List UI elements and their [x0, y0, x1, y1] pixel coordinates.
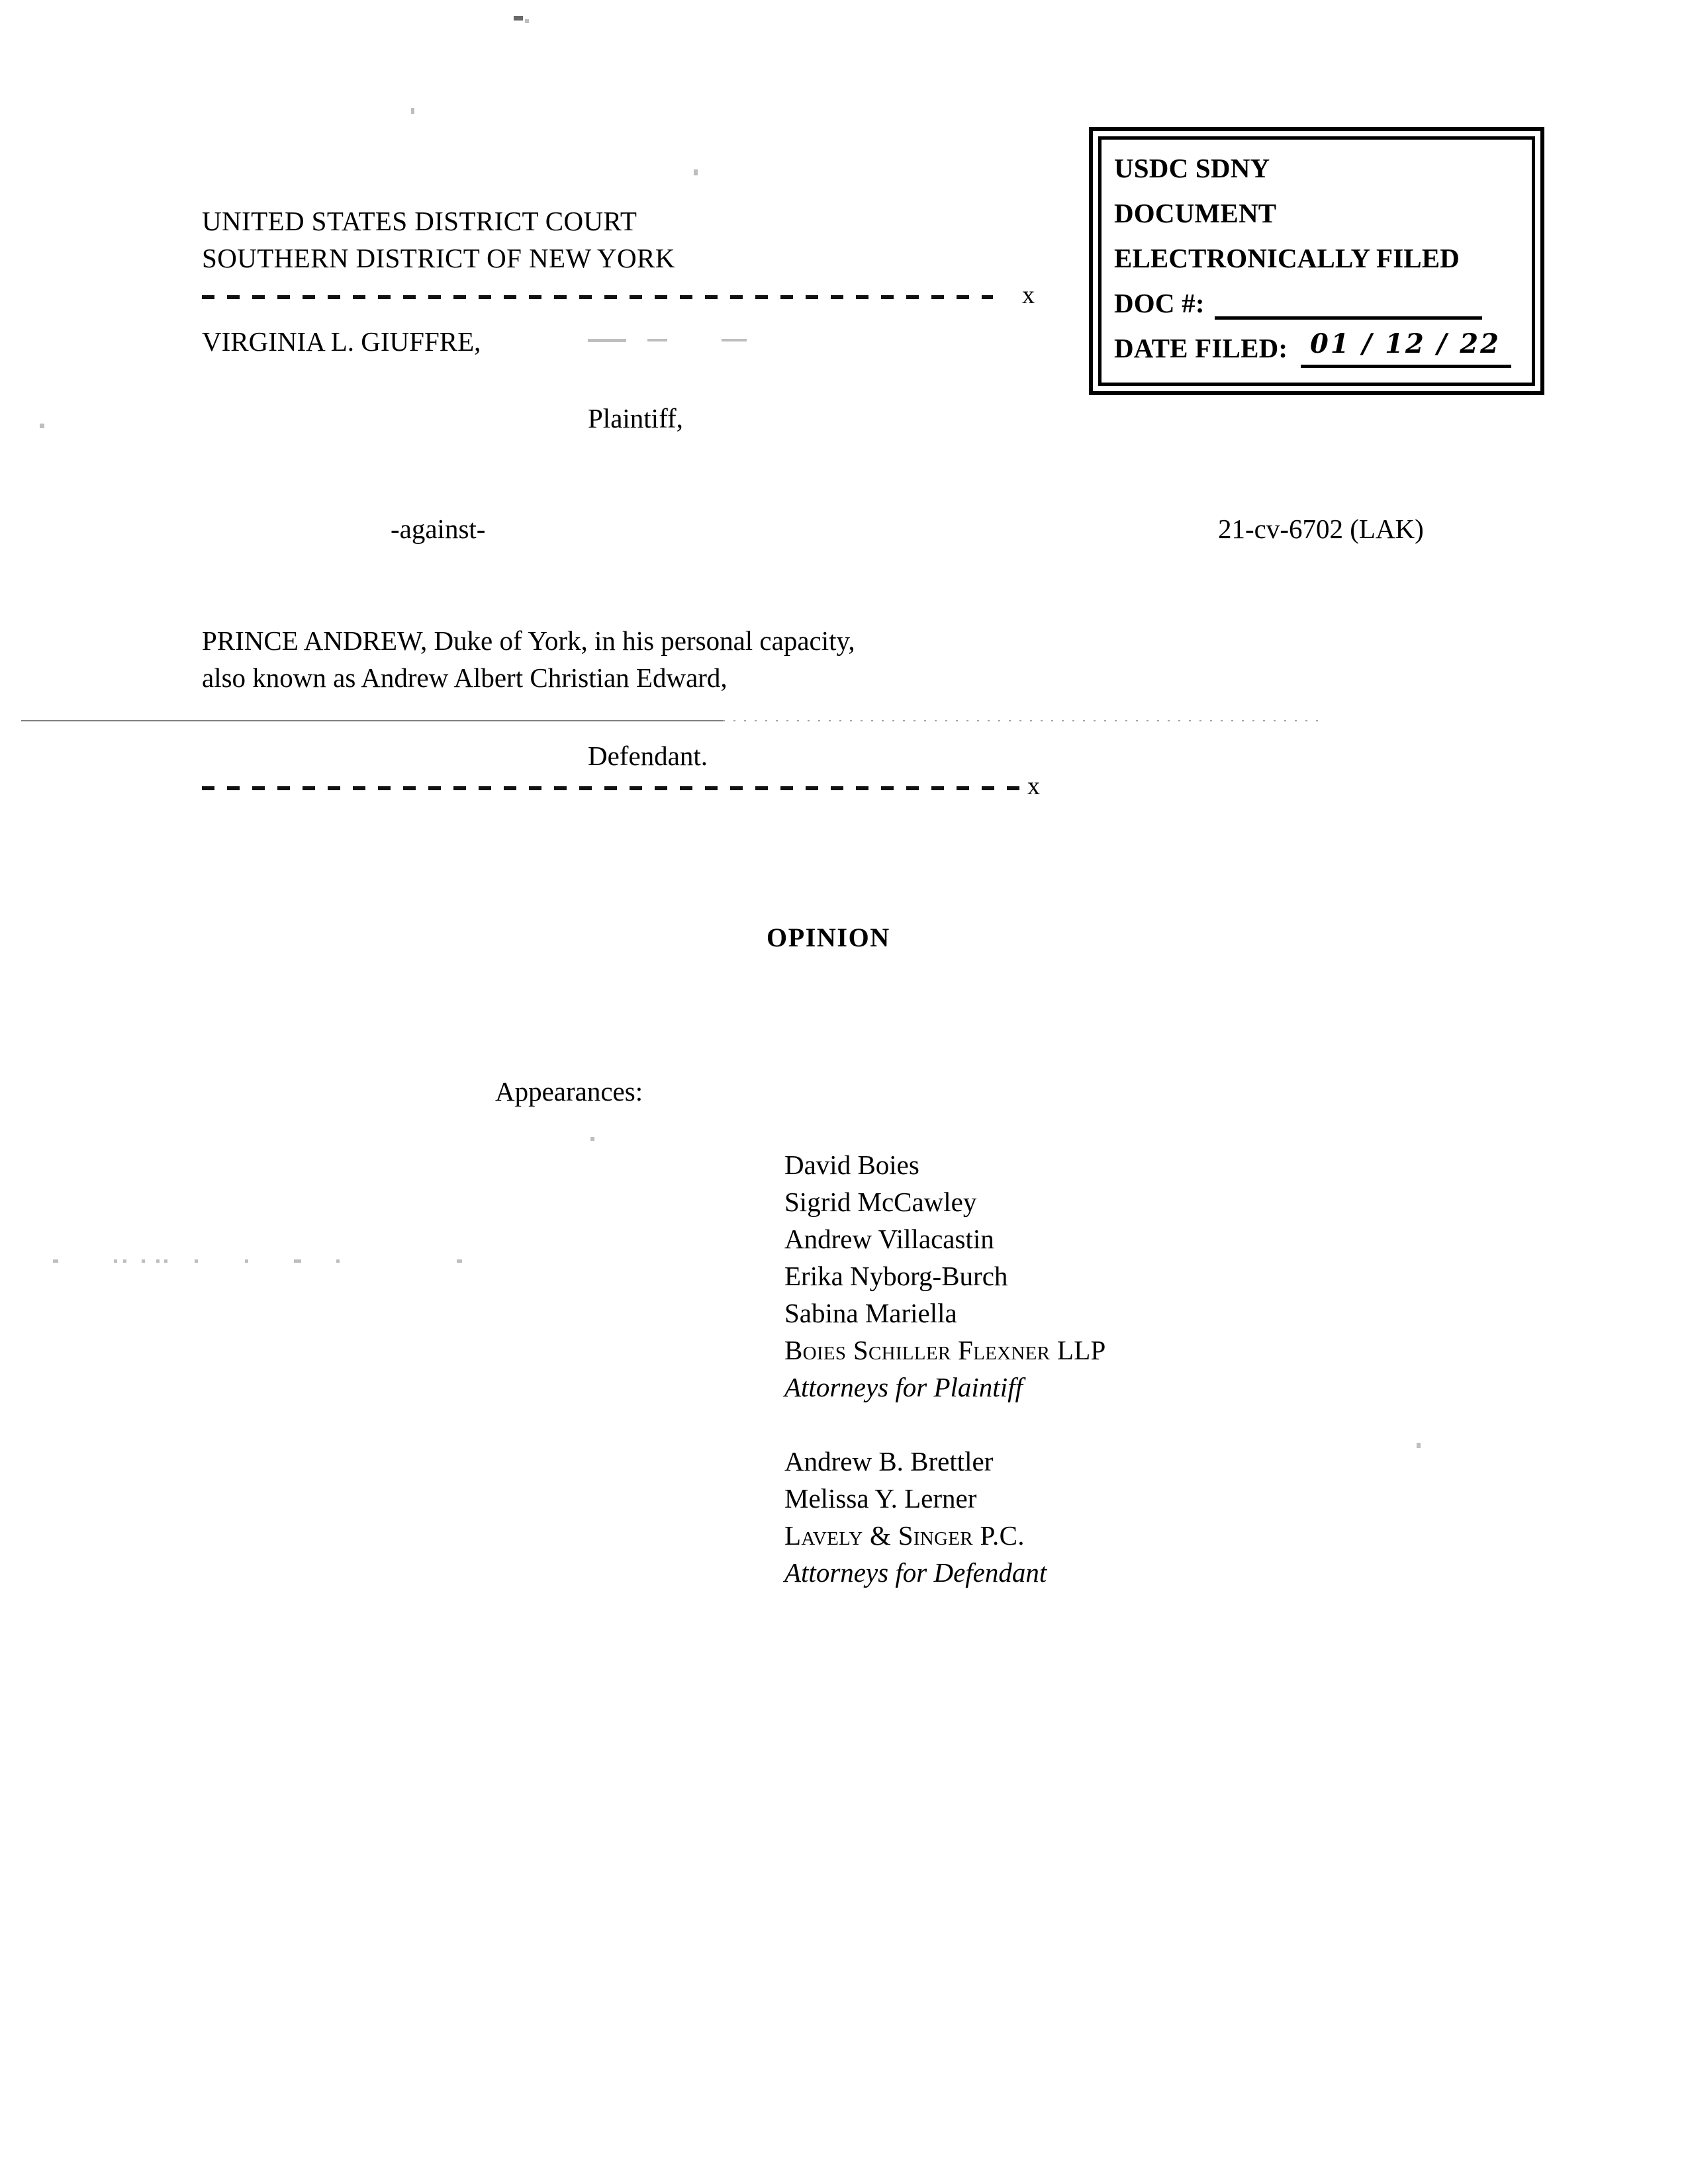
plaintiff-name: VIRGINIA L. GIUFFRE,: [202, 326, 481, 357]
case-number: 21-cv-6702 (LAK): [1218, 514, 1424, 544]
scan-speck: [336, 1259, 340, 1263]
stamp-date-filed-value: 01 / 12 / 22: [1310, 328, 1501, 359]
stamp-electronically-filed-label: ELECTRONICALLY FILED: [1114, 243, 1460, 273]
scan-speck: [53, 1259, 58, 1263]
scan-speck: [694, 169, 698, 175]
scan-artifact-line: [21, 720, 723, 721]
court-name-line-2: SOUTHERN DISTRICT OF NEW YORK: [202, 243, 675, 273]
attorney-name: David Boies: [784, 1150, 919, 1180]
attorney-name: Erika Nyborg-Burch: [784, 1261, 1008, 1291]
attorney-role: Attorneys for Defendant: [784, 1557, 1047, 1588]
stamp-date-filed-row: [1114, 326, 1531, 371]
scan-speck: [457, 1259, 462, 1263]
caption-end-marker-bottom: x: [1027, 772, 1040, 800]
attorney-name: Melissa Y. Lerner: [784, 1483, 977, 1514]
stamp-court-label: USDC SDNY: [1114, 153, 1270, 183]
defendant-name-line-2: also known as Andrew Albert Christian Edward,: [202, 662, 727, 693]
scan-speck: [294, 1259, 301, 1263]
stamp-date-filed-label: DATE FILED:: [1114, 333, 1288, 363]
scan-speck: [195, 1259, 198, 1263]
appearances-label: Appearances:: [495, 1076, 643, 1107]
caption-rule-top: [202, 295, 993, 299]
scan-speck: [164, 1259, 167, 1263]
scan-speck: [590, 1137, 594, 1141]
law-firm-name: Lavely & Singer P.C.: [784, 1520, 1025, 1551]
stamp-doc-number-row: [1114, 281, 1531, 326]
ecf-filing-stamp: [1089, 127, 1544, 395]
scan-artifact-dots: [723, 720, 1319, 721]
scan-speck: [647, 339, 667, 341]
scan-speck: [722, 339, 747, 341]
caption-end-marker-top: x: [1022, 281, 1035, 309]
scan-speck: [156, 1259, 160, 1263]
scan-speck: [1417, 1443, 1421, 1448]
attorney-name: Andrew Villacastin: [784, 1224, 994, 1254]
defendant-name-line-1: PRINCE ANDREW, Duke of York, in his personal capacity,: [202, 625, 855, 656]
versus-label: -against-: [391, 514, 486, 544]
scan-speck: [514, 16, 523, 21]
scan-speck: [525, 19, 529, 23]
court-name-line-1: UNITED STATES DISTRICT COURT: [202, 206, 637, 236]
plaintiff-role: Plaintiff,: [588, 403, 683, 433]
scan-speck: [114, 1259, 117, 1263]
defendant-role: Defendant.: [588, 741, 708, 771]
stamp-document-label: DOCUMENT: [1114, 198, 1277, 228]
attorney-name: Sabina Mariella: [784, 1298, 957, 1328]
scan-speck: [123, 1259, 126, 1263]
stamp-doc-number-label: DOC #:: [1114, 288, 1205, 318]
scan-speck: [245, 1259, 248, 1263]
scan-speck: [142, 1259, 145, 1263]
attorney-role: Attorneys for Plaintiff: [784, 1372, 1023, 1402]
stamp-date-filed-rule: [1301, 365, 1511, 368]
attorney-name: Andrew B. Brettler: [784, 1446, 994, 1477]
page-title: OPINION: [767, 923, 890, 952]
scan-speck: [40, 424, 44, 428]
attorney-name: Sigrid McCawley: [784, 1187, 977, 1217]
caption-rule-bottom: [202, 786, 1019, 790]
stamp-text-block: [1114, 146, 1531, 371]
scan-speck: [411, 108, 414, 114]
law-firm-name: Boies Schiller Flexner LLP: [784, 1335, 1106, 1365]
stamp-doc-number-rule: [1215, 316, 1482, 320]
scan-speck: [588, 339, 626, 342]
